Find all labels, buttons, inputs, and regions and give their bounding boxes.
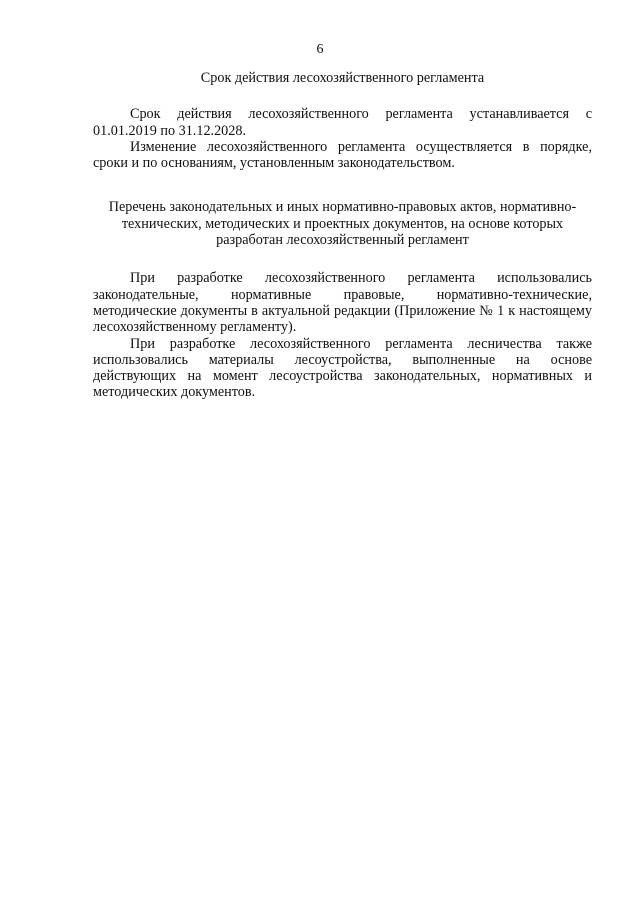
page-number: 6	[316, 42, 324, 57]
paragraph-documents-used: При разработке лесохозяйственного регламента использовались законодательные, нормативные правовые, нормативно-технические, методические документы в актуальной редакции (Приложение № 1 к настоящему лесохозяйственному регламенту).	[93, 270, 592, 336]
spacer	[93, 171, 592, 199]
paragraph-forest-inventory-materials: При разработке лесохозяйственного регламента лесничества также использовались материалы лесоустройства, выполненные на основе действующих на момент лесоустройства законодательных, нормативных и методических документов.	[93, 335, 592, 401]
page-content	[93, 70, 592, 401]
section-title-regulatory-documents	[93, 199, 592, 248]
paragraph-validity-dates: Срок действия лесохозяйственного регламента устанавливается с 01.01.2019 по 31.12.2028.	[93, 106, 592, 139]
section-title-line: Перечень законодательных и иных нормативно-правовых актов, нормативно-	[108, 199, 577, 216]
paragraph-amendment-procedure: Изменение лесохозяйственного регламента осуществляется в порядке, сроки и по основаниям, установленным законодательством.	[93, 138, 592, 172]
spacer	[93, 86, 592, 106]
section-title-line: разработан лесохозяйственный регламент	[216, 232, 469, 249]
spacer	[93, 248, 592, 270]
section-title-line: технических, методических и проектных документов, на основе которых	[121, 215, 564, 232]
section-title-validity-period: Срок действия лесохозяйственного регламента	[200, 70, 485, 86]
